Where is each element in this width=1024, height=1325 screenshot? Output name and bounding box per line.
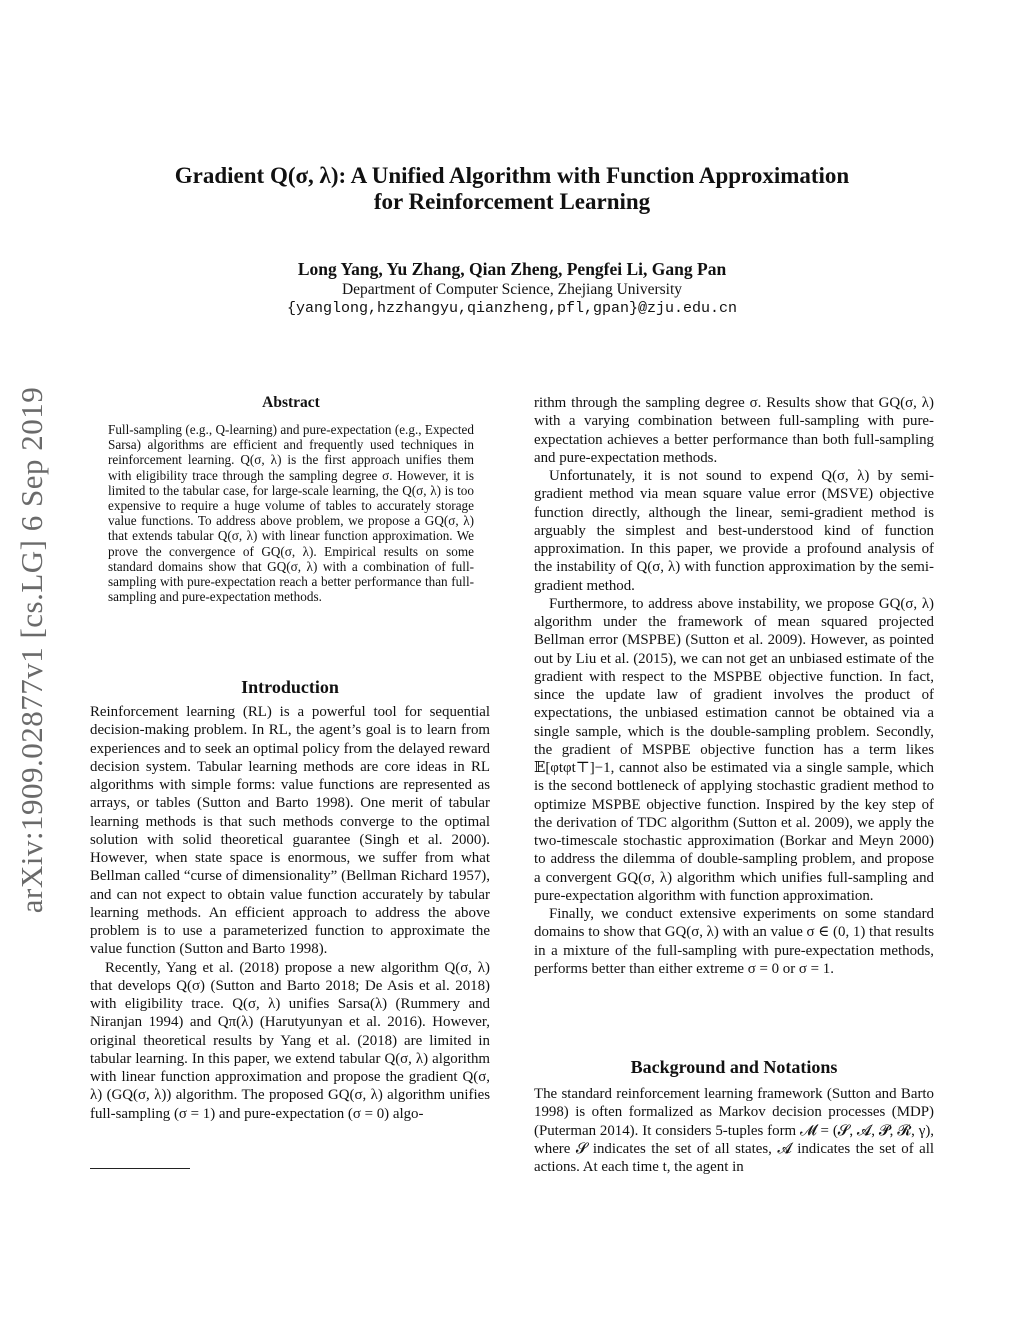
intro-paragraph-5: Furthermore, to address above instability, we propose GQ(σ, λ) algorithm under the framework of mean squared projected Bellman error (MSPBE) (Sutton et al. 2009). However, as pointed out by Liu et al. (2015), we can not get an unbiased estimate of the gradient with respect to the MSPBE objective function. In fact, since the update law of gradient involves the product of expectations, the unbiased estimation cannot be obtained via a single sample, which is the double-sampling problem. Secondly, the gradient of MSPBE objective function has a term likes 𝔼[φtφt⊤]−1, cannot also be estimated via a single sample, which is the second bottleneck of applying stochastic gradient method to optimize MSPBE objective function. Inspired by the key step of the derivation of TDC algorithm (Sutton et al. 2009), we apply the two-timescale stochastic approximation (Borkar and Meyn 2000) to address the dilemma of double-sampling problem, and propose a convergent GQ(σ, λ) algorithm which unifies full-sampling and pure-expectation algorithm with function approximation. bbox=[534, 595, 934, 904]
abstract-heading: Abstract bbox=[262, 394, 320, 411]
affiliation: Department of Computer Science, Zhejiang University bbox=[341, 281, 683, 298]
arxiv-identifier: arXiv:1909.02877v1 [cs.LG] 6 Sep 2019 bbox=[14, 386, 49, 914]
intro-paragraph-3: rithm through the sampling degree σ. Results show that GQ(σ, λ) with a varying combination between full-sampling with pure-expectation achieves a better performance than both full-sampling and pure-expectation methods. bbox=[534, 395, 934, 466]
author-block bbox=[0, 258, 1024, 319]
background-heading: Background and Notations bbox=[630, 1057, 838, 1077]
abstract-text: Full-sampling (e.g., Q-learning) and pure-expectation (e.g., Expected Sarsa) algorithms are efficient and frequently used techniques in reinforcement learning. Q(σ, λ) is the first approach unifies them with eligibility trace through the sampling degree σ. However, it is limited to the tabular case, for large-scale learning, the Q(σ, λ) is too expensive to require a huge volume of tables to accurately storage value functions. To address above problem, we propose a GQ(σ, λ) that extends tabular Q(σ, λ) with linear function approximation. We prove the convergence of GQ(σ, λ). Empirical results on some standard domains show that GQ(σ, λ) with a combination of full-sampling with pure-expectation reach a better performance than full-sampling and pure-expectation methods. bbox=[108, 422, 474, 605]
right-column-text bbox=[534, 394, 934, 978]
intro-paragraph-2: Recently, Yang et al. (2018) propose a new algorithm Q(σ, λ) that develops Q(σ) (Sutton and Barto 2018; De Asis et al. 2018) with eligibility trace. Q(σ, λ) unifies Sarsa(λ) (Rummery and Niranjan 1994) and Qπ(λ) (Harutyunyan et al. 2016). However, original theoretical results by Yang et al. (2018) are limited in tabular learning. In this paper, we extend tabular Q(σ, λ) algorithm with linear function approximation and propose the gradient Q(σ, λ) (GQ(σ, λ)) algorithm. The proposed GQ(σ, λ) algorithm unifies full-sampling (σ = 1) and pure-expectation (σ = 0) algo- bbox=[90, 959, 490, 1122]
intro-paragraph-4: Unfortunately, it is not sound to expend Q(σ, λ) by semi-gradient method via mean square value error (MSVE) objective function directly, although the linear, semi-gradient method is arguably the simplest and best-understood kind of function approximation. In this paper, we provide a profound analysis of the instability of Q(σ, λ) with function approximation by the semi-gradient method. bbox=[534, 468, 934, 594]
footnote-divider bbox=[90, 1168, 190, 1169]
title-line-2: for Reinforcement Learning bbox=[373, 189, 651, 214]
author-list: Long Yang, Yu Zhang, Qian Zheng, Pengfei Li, Gang Pan bbox=[297, 259, 727, 279]
title-line-1: Gradient Q(σ, λ): A Unified Algorithm with Function Approximation bbox=[174, 163, 850, 188]
author-emails: {yanglong,hzzhangyu,qianzheng,pfl,gpan}@zju.edu.cn bbox=[286, 300, 738, 317]
intro-paragraph-1: Reinforcement learning (RL) is a powerful tool for sequential decision-making problem. In RL, the agent’s goal is to learn from experiences and to seek an optimal policy from the delayed reward decision system. Tabular learning methods are core ideas in RL algorithms with simple forms: value functions are represented as arrays, or tables (Sutton and Barto 1998). One merit of tabular learning methods is that such methods converge to the optimal solution with solid theoretical guarantee (Singh et al. 2000). However, when state space is enormous, we suffer from what Bellman called “curse of dimensionality” (Bellman Richard 1957), and can not expect to obtain value function accurately by tabular learning methods. An efficient approach to address the above problem is to use a parameterized function to approximate the value function (Sutton and Barto 1998). bbox=[90, 704, 490, 958]
introduction-heading: Introduction bbox=[241, 677, 339, 697]
background-paragraph: The standard reinforcement learning framework (Sutton and Barto 1998) is often formalized as Markov decision processes (MDP) (Puterman 2014). It considers 5-tuples form 𝓜 = (𝓢, 𝓐, 𝓟, 𝓡, γ), where 𝓢 indicates the set of all states, 𝓐 indicates the set of all actions. At each time t, the agent in bbox=[534, 1086, 934, 1175]
introduction-section bbox=[90, 703, 490, 1123]
intro-paragraph-6: Finally, we conduct extensive experiments on some standard domains to show that GQ(σ, λ) with an value σ ∈ (0, 1) that results in a mixture of the full-sampling with pure-expectation methods, performs better than either extreme σ = 0 or σ = 1. bbox=[534, 906, 934, 977]
paper-title bbox=[0, 163, 1024, 215]
